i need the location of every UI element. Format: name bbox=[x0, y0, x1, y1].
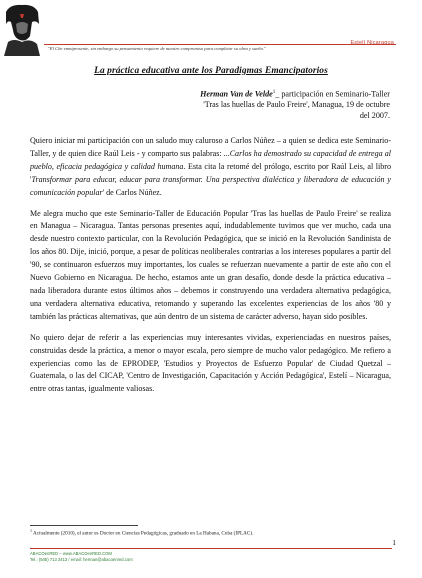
p1-text-c: . Esta cita la retomé del prólogo, escrito por Raúl Leis, al libro ' bbox=[30, 161, 392, 184]
byline bbox=[140, 88, 390, 121]
byline-text-3: del 2007. bbox=[359, 110, 390, 120]
brand-label: Estelí Nicaragua bbox=[350, 40, 394, 46]
header-rule bbox=[44, 44, 396, 45]
contact-line-1[interactable]: ABACOenRED – www.ABACOenRED.COM bbox=[30, 551, 112, 556]
header-quote: "El Che emniprosente, sin embargo su pensamiento requiere de nuestro compromiso para completar su obra y sueño." bbox=[48, 46, 266, 51]
page-number: 1 bbox=[392, 538, 396, 547]
paragraph-1 bbox=[30, 135, 391, 200]
body-text bbox=[30, 135, 391, 404]
p1-text-a: Quiero iniciar mi participación con un saludo muy caluroso a Carlos Núñez – a quien se dedica este Seminario-Taller, y de quien dice Raúl Leis - y comparto sus palabras: ... bbox=[30, 136, 391, 158]
footnote-rule bbox=[30, 525, 138, 526]
author-name: Herman Van de Velde bbox=[200, 89, 273, 99]
che-portrait-image bbox=[2, 2, 42, 56]
paragraph-3: No quiero dejar de referir a las experiencias muy interesantes vividas, experienciadas en nuestros países, construidas desde la práctica, a menor o mayor escala, pero siempre de mucho valor pedagógico. Me refiero a experiencias como las de EPRODEP, 'Estudios y Proyectos de Esfuerzo Popular' de Ciudad Quetzal – Guatemala, o las del CICAP, 'Centro de Investigación, Capacitación y Acción Pedagógica', Estelí – Nicaragua, entre otras tantas, igualmente valiosas. bbox=[30, 332, 391, 394]
footnote-marker: 1 bbox=[30, 528, 32, 533]
p1-quote: Carlos ha demostrado su capacidad de entrega al pueblo, eficacia pedagógica y calidad humana bbox=[30, 148, 391, 171]
byline-text-1: _ participación en Seminario-Taller bbox=[275, 89, 390, 99]
footnote-text: Actualmente (2010), el autor es Doctor en Ciencias Pedagógicas, graduado en La Habana, Cuba (IPLAC). bbox=[32, 530, 254, 537]
footnote bbox=[30, 528, 390, 537]
p1-book-title: Transformar para educar, educar para transformar. Una perspectiva dialéctica y liberadora de educación y comunicación popular bbox=[30, 174, 391, 197]
footnote-ref[interactable]: 1 bbox=[272, 90, 276, 95]
byline-text-2: 'Tras las huellas de Paulo Freire', Managua, 19 de octubre bbox=[203, 100, 390, 110]
footer-contact bbox=[30, 551, 133, 562]
paragraph-2: Me alegra mucho que este Seminario-Taller de Educación Popular 'Tras las huellas de Paulo Freire' se realiza en Managua – Nicaragua. Tantas personas presentes aquí, indudablemente tuvimos que ver mucho, cada una desde nuestro contexto particular, con la Revolución Pedagógica, que se inició en la Revolución Sandinista de los años 80. Dije, inició, porque, a pesar de políticas neoliberales contrarias a los intereses populares a partir del '90, se continuaron esfuerzos muy importantes, los cuales se refuerzan nuevamente a partir de este año con el Nuevo Gobierno en Nicaragua. De hecho, estamos ante un gran desafío, donde desde la práctica educativa – nada liberadora durante estos últimos años – debemos ir construyendo una verdadera alternativa pedagógica, una verdadera alternativa educativa, retomando y superando las excelentes experiencias de los años '80 y también las prácticas alternativas, que aún dentro de un sistema de carácter adverso, hayan sido posibles. bbox=[30, 208, 391, 321]
document-title: La práctica educativa ante los Paradigmas Emancipatorios bbox=[94, 66, 328, 76]
contact-line-2[interactable]: Tel.: (505) 713 3413 / email: herman@abacoenred.com bbox=[30, 556, 133, 562]
p1-text-e: ' de Carlos Núñez. bbox=[102, 187, 162, 197]
footer-rule bbox=[30, 548, 392, 549]
